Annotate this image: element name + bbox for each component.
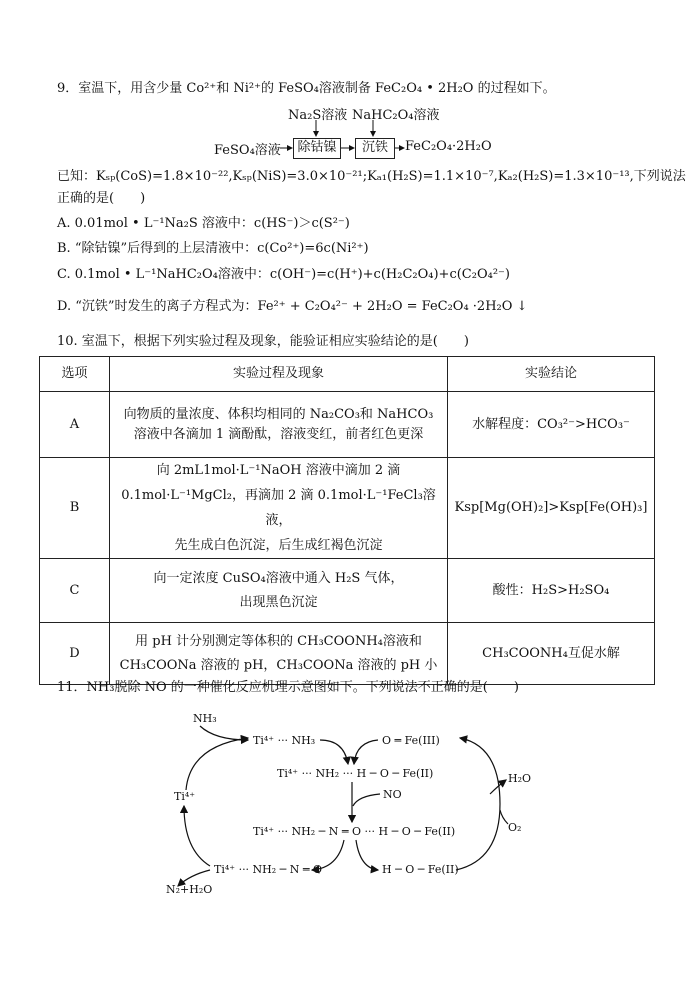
mechanism-diagram <box>160 710 540 895</box>
q9-prompt: 正确的是( ) <box>57 191 146 206</box>
process-line: 先生成白色沉淀，后生成红褐色沉淀 <box>174 538 383 553</box>
row-conclusion: 水解程度：CO₃²⁻>HCO₃⁻ <box>448 392 655 458</box>
arrow-no-in <box>353 794 380 806</box>
header-conclusion: 实验结论 <box>448 357 655 392</box>
row-process <box>110 392 448 458</box>
process-line: CH₃COONa 溶液的 pH，CH₃COONa 溶液的 pH 小 <box>119 657 438 673</box>
q9-option-c: C. 0.1mol • L⁻¹NaHC₂O₄溶液中：c(OH⁻)=c(H⁺)+c(H₂C₂O₄)+c(C₂O₄²⁻) <box>57 267 510 282</box>
flow-reagent2: NaHC₂O₄溶液 <box>352 108 440 123</box>
row-conclusion: CH₃COONH₄互促水解 <box>448 623 655 685</box>
flow-start: FeSO₄溶液 <box>214 143 281 158</box>
diag-s5: Ti⁴⁺ ··· NH₂ ─ N ═ O <box>214 863 323 876</box>
row-conclusion: Ksp[Mg(OH)₂]>Ksp[Fe(OH)₃] <box>448 458 655 559</box>
q9-option-a: A. 0.01mol • L⁻¹Na₂S 溶液中：c(HS⁻)＞c(S²⁻) <box>57 216 350 231</box>
row-process <box>110 458 448 559</box>
row-option: B <box>40 458 110 559</box>
diag-s1: Ti⁴⁺ ··· NH₃ <box>253 734 316 747</box>
q10-table <box>39 356 655 685</box>
diag-s2: O ═ Fe(III) <box>382 734 440 747</box>
q10-stem: 10. 室温下，根据下列实验过程及现象，能验证相应实验结论的是( ) <box>57 334 469 349</box>
process-line: 向物质的量浓度、体积均相同的 Na₂CO₃和 NaHCO₃ <box>123 406 434 422</box>
arrow-s4-to-s6 <box>356 840 378 870</box>
process-line: 用 pH 计分别测定等体积的 CH₃COONH₄溶液和 <box>135 633 422 649</box>
diag-nh3-in: NH₃ <box>193 712 217 725</box>
diag-s6: H ─ O ─ Fe(II) <box>382 863 459 876</box>
diag-products: N₂+H₂O <box>166 883 213 895</box>
process-line: 出现黑色沉淀 <box>239 594 318 610</box>
table-row <box>40 559 655 623</box>
header-process: 实验过程及现象 <box>110 357 448 392</box>
diag-h2o-out: H₂O <box>508 772 532 785</box>
diag-ti: Ti⁴⁺ <box>174 790 196 803</box>
flow-step2-box: 沉铁 <box>355 138 395 159</box>
arrow-ti-to-s1 <box>186 738 248 790</box>
q11-stem: 11．NH₃脱除 NO 的一种催化反应机理示意图如下。下列说法不正确的是( ) <box>57 680 519 695</box>
arrow-nh3-to-s1 <box>200 726 248 740</box>
arrow-s6-to-s2 <box>456 738 500 870</box>
row-option: C <box>40 559 110 623</box>
header-option: 选项 <box>40 357 110 392</box>
arrow-s2-to-s3 <box>354 740 378 764</box>
diag-o2-in: O₂ <box>508 821 522 834</box>
arrow-s5-to-ti <box>184 806 210 866</box>
diag-no-in: NO <box>383 788 402 801</box>
process-line: 向一定浓度 CuSO₄溶液中通入 H₂S 气体， <box>153 570 404 586</box>
row-conclusion: 酸性：H₂S>H₂SO₄ <box>448 559 655 623</box>
row-process <box>110 623 448 685</box>
table-row <box>40 623 655 685</box>
row-option: D <box>40 623 110 685</box>
row-process <box>110 559 448 623</box>
table-header-row <box>40 357 655 392</box>
process-line: 向 2mL1mol·L⁻¹NaOH 溶液中滴加 2 滴 <box>156 463 401 478</box>
arrow-o2-in <box>500 810 508 824</box>
process-line: 0.1mol·L⁻¹MgCl₂，再滴加 2 滴 0.1mol·L⁻¹FeCl₃溶液， <box>121 488 436 528</box>
arrow-s1-to-s3 <box>320 740 348 764</box>
diag-s3: Ti⁴⁺ ··· NH₂ ··· H ─ O ─ Fe(II) <box>277 767 434 780</box>
process-line: 溶液中各滴加 1 滴酚酞，溶液变红，前者红色更深 <box>133 426 424 442</box>
flow-reagent1: Na₂S溶液 <box>288 108 348 123</box>
q9-stem: 9．室温下，用含少量 Co²⁺和 Ni²⁺的 FeSO₄溶液制备 FeC₂O₄ • 2H₂O 的过程如下。 <box>57 81 556 96</box>
q9-option-b: B. “除钴镍”后得到的上层清液中：c(Co²⁺)=6c(Ni²⁺) <box>57 241 369 256</box>
q9-known: 已知：Kₛₚ(CoS)=1.8×10⁻²²,Kₛₚ(NiS)=3.0×10⁻²¹;Kₐ₁(H₂S)=1.1×10⁻⁷,Kₐ₂(H₂S)=1.3×10⁻¹³,下列说法 <box>57 169 686 184</box>
table-row <box>40 392 655 458</box>
diag-s4: Ti⁴⁺ ··· NH₂ ─ N ═ O ··· H ─ O ─ Fe(II) <box>253 825 456 838</box>
row-option: A <box>40 392 110 458</box>
q9-option-d: D. “沉铁”时发生的离子方程式为：Fe²⁺ + C₂O₄²⁻ + 2H₂O = FeC₂O₄ ·2H₂O ↓ <box>57 299 528 314</box>
flow-product: FeC₂O₄·2H₂O <box>405 139 492 154</box>
table-row <box>40 458 655 559</box>
flow-step1-box: 除钴镍 <box>293 138 341 159</box>
